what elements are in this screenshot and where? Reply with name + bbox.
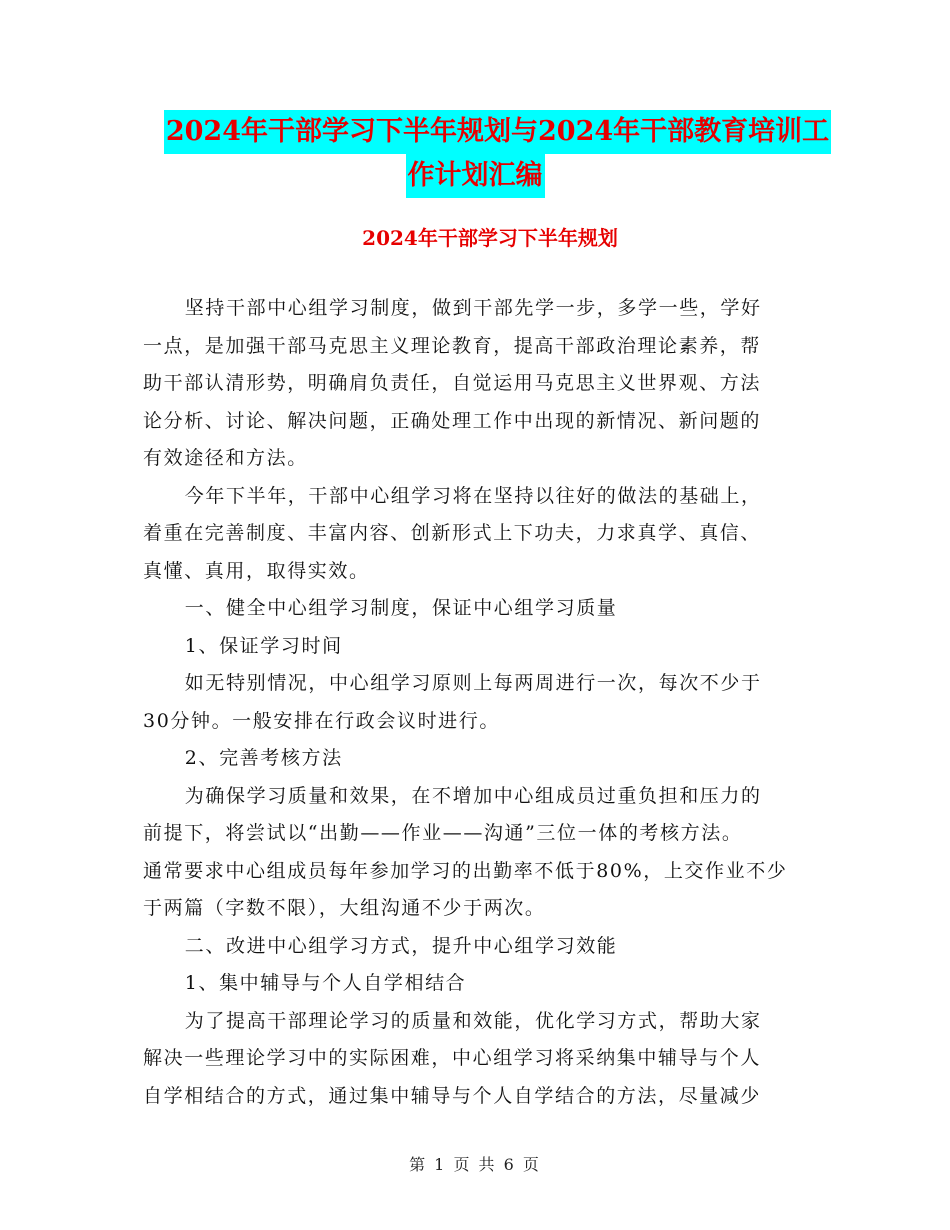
section-heading: 一、健全中心组学习制度，保证中心组学习质量	[184, 597, 618, 619]
document-title	[0, 110, 950, 198]
body-line: 着重在完善制度、丰富内容、创新形式上下功夫，力求真学、真信、	[143, 522, 762, 544]
body-line: 解决一些理论学习中的实际困难，中心组学习将采纳集中辅导与个人	[143, 1047, 762, 1069]
body-line: 一点，是加强干部马克思主义理论教育，提高干部政治理论素养，帮	[143, 334, 762, 357]
title-line-2: 作计划汇编	[406, 154, 545, 198]
body-line: 如无特别情况，中心组学习原则上每两周进行一次，每次不少于	[184, 672, 762, 694]
body-line: 30分钟。一般安排在行政会议时进行。	[143, 709, 500, 732]
page-footer: 第 1 页 共 6 页	[409, 1155, 541, 1174]
document-body	[143, 290, 798, 1115]
subsection-heading: 1、集中辅导与个人自学相结合	[184, 972, 467, 994]
body-line: 今年下半年，干部中心组学习将在坚持以往好的做法的基础上，	[184, 484, 762, 507]
body-line: 论分析、讨论、解决问题，正确处理工作中出现的新情况、新问题的	[143, 409, 762, 432]
body-line: 助干部认清形势，明确肩负责任，自觉运用马克思主义世界观、方法	[143, 372, 762, 394]
body-line: 真懂、真用，取得实效。	[143, 559, 370, 582]
title-line-1: 2024年干部学习下半年规划与2024年干部教育培训工	[164, 110, 831, 154]
body-line: 为确保学习质量和效果，在不增加中心组成员过重负担和压力的	[184, 784, 762, 807]
section-subtitle: 2024年干部学习下半年规划	[362, 226, 618, 250]
subsection-heading: 1、保证学习时间	[184, 634, 343, 657]
body-line: 于两篇（字数不限），大组沟通不少于两次。	[143, 897, 546, 919]
body-line: 前提下，将尝试以“出勤——作业——沟通”三位一体的考核方法。	[143, 822, 743, 844]
body-line: 自学相结合的方式，通过集中辅导与个人自学结合的方法，尽量减少	[143, 1084, 762, 1107]
body-line: 有效途径和方法。	[143, 447, 308, 469]
body-line: 通常要求中心组成员每年参加学习的出勤率不低于80%，上交作业不少	[143, 859, 788, 882]
subsection-heading: 2、完善考核方法	[184, 747, 343, 769]
body-line: 坚持干部中心组学习制度，做到干部先学一步，多学一些，学好	[184, 297, 762, 319]
section-heading: 二、改进中心组学习方式，提升中心组学习效能	[184, 934, 618, 957]
body-line: 为了提高干部理论学习的质量和效能，优化学习方式，帮助大家	[184, 1009, 762, 1032]
